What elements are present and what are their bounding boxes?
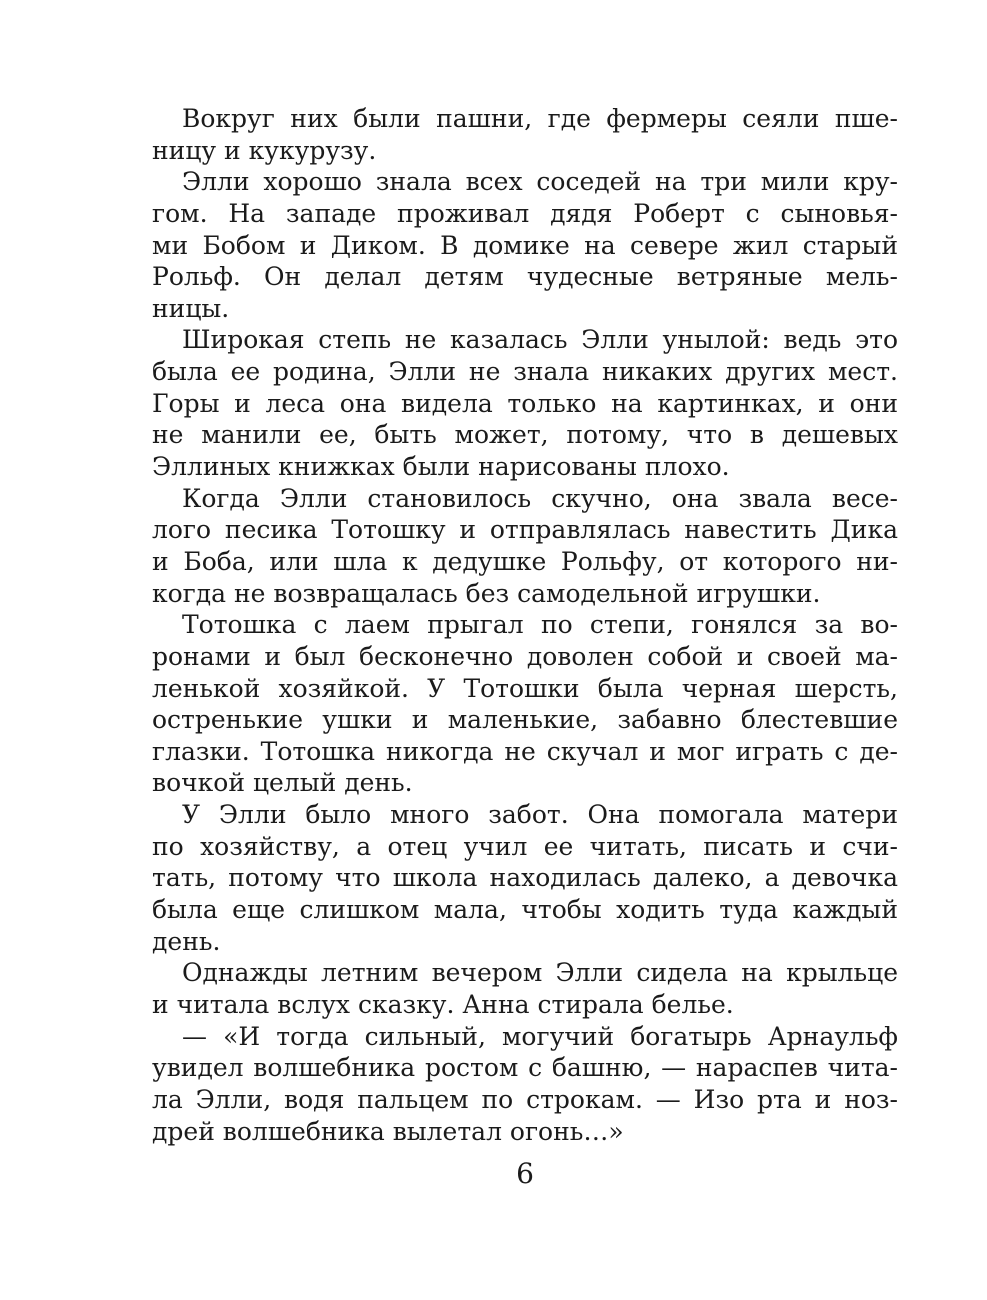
text-line: ницы. [152,293,230,323]
text-line: Однажды летним вечером Элли сидела на крыльце [182,958,898,988]
paragraph [152,166,898,324]
text-line: Вокруг них были пашни, где фермеры сеяли пше- [182,104,898,133]
paragraph [152,483,898,610]
text-block [152,103,898,1147]
text-line: по хозяйству, а отец учил ее читать, писать и счи- [152,831,898,861]
paragraph [152,799,898,957]
text-line: Тотошка с лаем прыгал по степи, гонялся за во- [182,610,898,640]
text-line: тать, потому что школа находилась далеко, а девочка [152,863,898,893]
text-line: была ее родина, Элли не знала никаких других мест. [152,357,898,387]
paragraph [152,324,898,482]
text-line: вочкой целый день. [152,768,413,798]
text-line: Элли хорошо знала всех соседей на три мили кру- [182,167,898,197]
text-line: — «И тогда сильный, могучий богатырь Арнаульф [182,1021,898,1051]
text-line: день. [152,926,221,956]
text-line: Широкая степь не казалась Элли унылой: ведь это [182,325,898,355]
paragraph [152,1021,898,1148]
text-line: и Боба, или шла к дедушке Рольфу, от которого ни- [152,546,898,576]
paragraph [152,103,898,166]
text-line: ми Бобом и Диком. В домике на севере жил старый [152,230,898,260]
text-line: ла Элли, водя пальцем по строкам. — Изо рта и ноз- [152,1084,898,1114]
text-line: остренькие ушки и маленькие, забавно блестевшие [152,705,898,735]
text-line: не манили ее, быть может, потому, что в дешевых [152,420,898,450]
text-line: дрей волшебника вылетал огонь…» [152,1116,624,1146]
text-line: когда не возвращалась без самодельной игрушки. [152,578,821,608]
text-line: и читала вслух сказку. Анна стирала белье. [152,989,734,1019]
text-line: гом. На западе проживал дядя Роберт с сыновья- [152,198,898,228]
text-line: лого песика Тотошку и отправлялась навестить Дика [152,515,898,545]
text-line: глазки. Тотошка никогда не скучал и мог играть с де- [152,736,898,766]
text-line: Эллиных книжках были нарисованы плохо. [152,452,730,482]
text-line: ницу и кукурузу. [152,135,377,165]
paragraph [152,609,898,799]
page-number: 6 [516,1157,534,1190]
text-line: У Элли было много забот. Она помогала матери [182,800,898,830]
text-line: ронами и был бесконечно доволен собой и своей ма- [152,641,898,671]
text-line: Когда Элли становилось скучно, она звала весе- [182,483,898,513]
text-line: Рольф. Он делал детям чудесные ветряные мель- [152,262,898,292]
text-line: Горы и леса она видела только на картинках, и они [152,388,898,418]
text-line: была еще слишком мала, чтобы ходить туда каждый [152,895,898,925]
text-line: увидел волшебника ростом с башню, — нараспев чита- [152,1053,898,1083]
paragraph [152,957,898,1020]
text-line: ленькой хозяйкой. У Тотошки была черная шерсть, [152,673,898,703]
